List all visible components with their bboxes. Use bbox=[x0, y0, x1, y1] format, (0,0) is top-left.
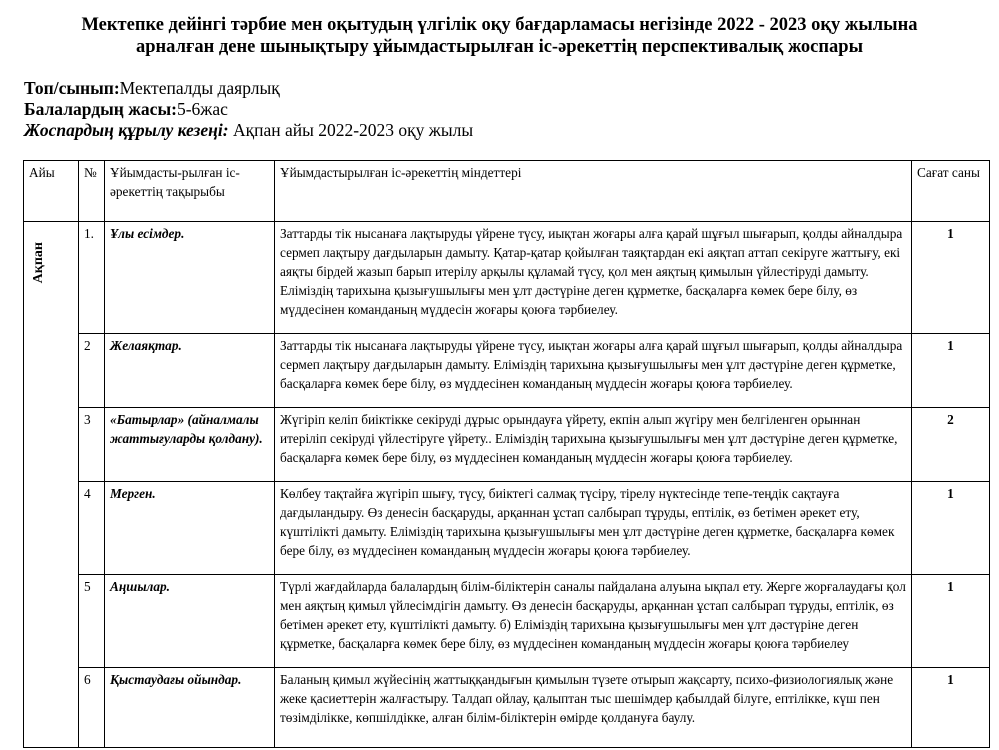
row-topic: Желаяқтар. bbox=[105, 334, 275, 408]
row-hours: 1 bbox=[912, 222, 990, 334]
header-number: № bbox=[79, 161, 105, 222]
header-hours: Сағат саны bbox=[912, 161, 990, 222]
row-number: 5 bbox=[79, 575, 105, 668]
age-label: Балалардың жасы: bbox=[24, 99, 177, 119]
row-hours: 2 bbox=[912, 408, 990, 482]
header-month: Айы bbox=[24, 161, 79, 222]
row-hours: 1 bbox=[912, 575, 990, 668]
row-topic: Қыстаудағы ойындар. bbox=[105, 668, 275, 748]
row-tasks: Түрлі жағдайларда балалардың білім-біліктерін саналы пайдалана алуына ықпал ету. Жерге жорғалаудағы қол мен аяқтың қимыл үйлесімдігін дамыту. Өз денесін басқаруды, арқаннан ұстап салбырап тұруды, ептілік, өз бетімен әрекет ету, күштілікті дамыту. б) Еліміздің тарихына қызығушылығы мен ұлт дәстүріне деген құрметке, басқаларға көмек бере білу, өз мүддесінен команданың мүддесін жоғары қоюға тәрбиелеу bbox=[275, 575, 912, 668]
meta-age bbox=[24, 99, 473, 120]
row-tasks: Баланың қимыл жүйесінің жаттыққандығын қимылын түзете отырып жақсарту, психо-физиологиялық және жеке қасиеттерін жалғастыру. Талдап ойлау, қалыптан тыс шешімдер қабылдай білуге, ептілікке, күш пен төзімділікке, көпшілдікке, алған білім-біліктерін өмірде қолдануға баулу. bbox=[275, 668, 912, 748]
table-header-row bbox=[24, 161, 990, 222]
row-number: 4 bbox=[79, 482, 105, 575]
table-row bbox=[24, 408, 990, 482]
header-topic: Ұйымдасты-рылған іс-әрекеттің тақырыбы bbox=[105, 161, 275, 222]
row-topic: Ұлы есімдер. bbox=[105, 222, 275, 334]
row-tasks: Заттарды тік нысанаға лақтыруды үйрене түсу, иықтан жоғары алға қарай шұғыл шығарып, қолды айналдыра сермеп лақтыру дағдыларын дамыту. Қатар-қатар қойылған таяқтардан екі аяқтап аттап секіруге жаттығу, екі аяқты бірдей жазып барып итерілу арқылы құламай түсу, қол мен аяқтың қимылын үйлестіруді дамыту. Еліміздің тарихына қызығушылығы мен ұлт дәстүріне деген құрметке, басқаларға көмек бере білу, өз мүддесінен команданың мүддесін жоғары қоюға тәрбиелеу. bbox=[275, 222, 912, 334]
row-hours: 1 bbox=[912, 334, 990, 408]
row-tasks: Заттарды тік нысанаға лақтыруды үйрене түсу, иықтан жоғары алға қарай шұғыл шығарып, қолды айналдыра сермеп лақтыру дағдыларын дамыту. Еліміздің тарихына қызығушылығы мен ұлт дәстүріне деген құрметке, басқаларға көмек бере білу, өз мүддесінен команданың мүддесін жоғары қоюға тәрбиелеу. bbox=[275, 334, 912, 408]
group-label: Топ/сынып: bbox=[24, 78, 120, 98]
table-row bbox=[24, 668, 990, 748]
table-row bbox=[24, 575, 990, 668]
age-value: 5-6жас bbox=[176, 99, 228, 119]
document-title bbox=[0, 14, 999, 58]
table-row bbox=[24, 482, 990, 575]
row-hours: 1 bbox=[912, 668, 990, 748]
row-number: 6 bbox=[79, 668, 105, 748]
row-number: 3 bbox=[79, 408, 105, 482]
row-topic: «Батырлар» (айналмалы жаттығуларды қолдану). bbox=[105, 408, 275, 482]
title-line-1: Мектепке дейінгі тәрбие мен оқытудың үлгілік оқу бағдарламасы негізінде 2022 - 2023 оқу жылына bbox=[81, 15, 918, 35]
period-label: Жоспардың құрылу кезеңі: bbox=[24, 120, 229, 140]
month-cell bbox=[24, 222, 79, 748]
meta-group bbox=[24, 78, 473, 99]
plan-table bbox=[23, 160, 990, 748]
row-topic: Аңшылар. bbox=[105, 575, 275, 668]
row-topic: Мерген. bbox=[105, 482, 275, 575]
period-value: Ақпан айы 2022-2023 оқу жылы bbox=[228, 120, 474, 140]
table-row bbox=[24, 222, 990, 334]
row-number: 1. bbox=[79, 222, 105, 334]
row-number: 2 bbox=[79, 334, 105, 408]
meta-period bbox=[24, 120, 473, 141]
row-hours: 1 bbox=[912, 482, 990, 575]
row-tasks: Жүгіріп келіп биіктікке секіруді дұрыс орындауға үйрету, екпін алып жүгіру мен белгіленген орыннан итеріліп секіруді үйлестіруге үйрету.. Еліміздің тарихына қызығушылығы мен ұлт дәстүріне деген құрметке, басқаларға көмек бере білу, өз мүддесінен команданың мүддесін жоғары қоюға тәрбиелеу. bbox=[275, 408, 912, 482]
plan-meta bbox=[24, 78, 473, 141]
row-tasks: Көлбеу тақтайға жүгіріп шығу, түсу, биіктегі салмақ түсіру, тірелу нүктесінде тепе-теңдік сақтауға дағдыландыру. Өз денесін басқаруды, арқаннан ұстап салбырап тұруды, ептілік, өз бетімен әрекет ету, күштілікті дамыту. Еліміздің тарихына қызығушылығы мен ұлт дәстүріне деген құрметке, басқаларға көмек бере білу, өз мүддесінен команданың мүддесін жоғары қоюға тәрбиелеу. bbox=[275, 482, 912, 575]
month-label: Ақпан bbox=[31, 242, 46, 284]
header-tasks: Ұйымдастырылған іс-әрекеттің міндеттері bbox=[275, 161, 912, 222]
group-value: Мектепалды даярлық bbox=[119, 78, 280, 98]
table-row bbox=[24, 334, 990, 408]
title-line-2: арналған дене шынықтыру ұйымдастырылған іс-әрекеттің перспективалық жоспары bbox=[135, 37, 864, 57]
